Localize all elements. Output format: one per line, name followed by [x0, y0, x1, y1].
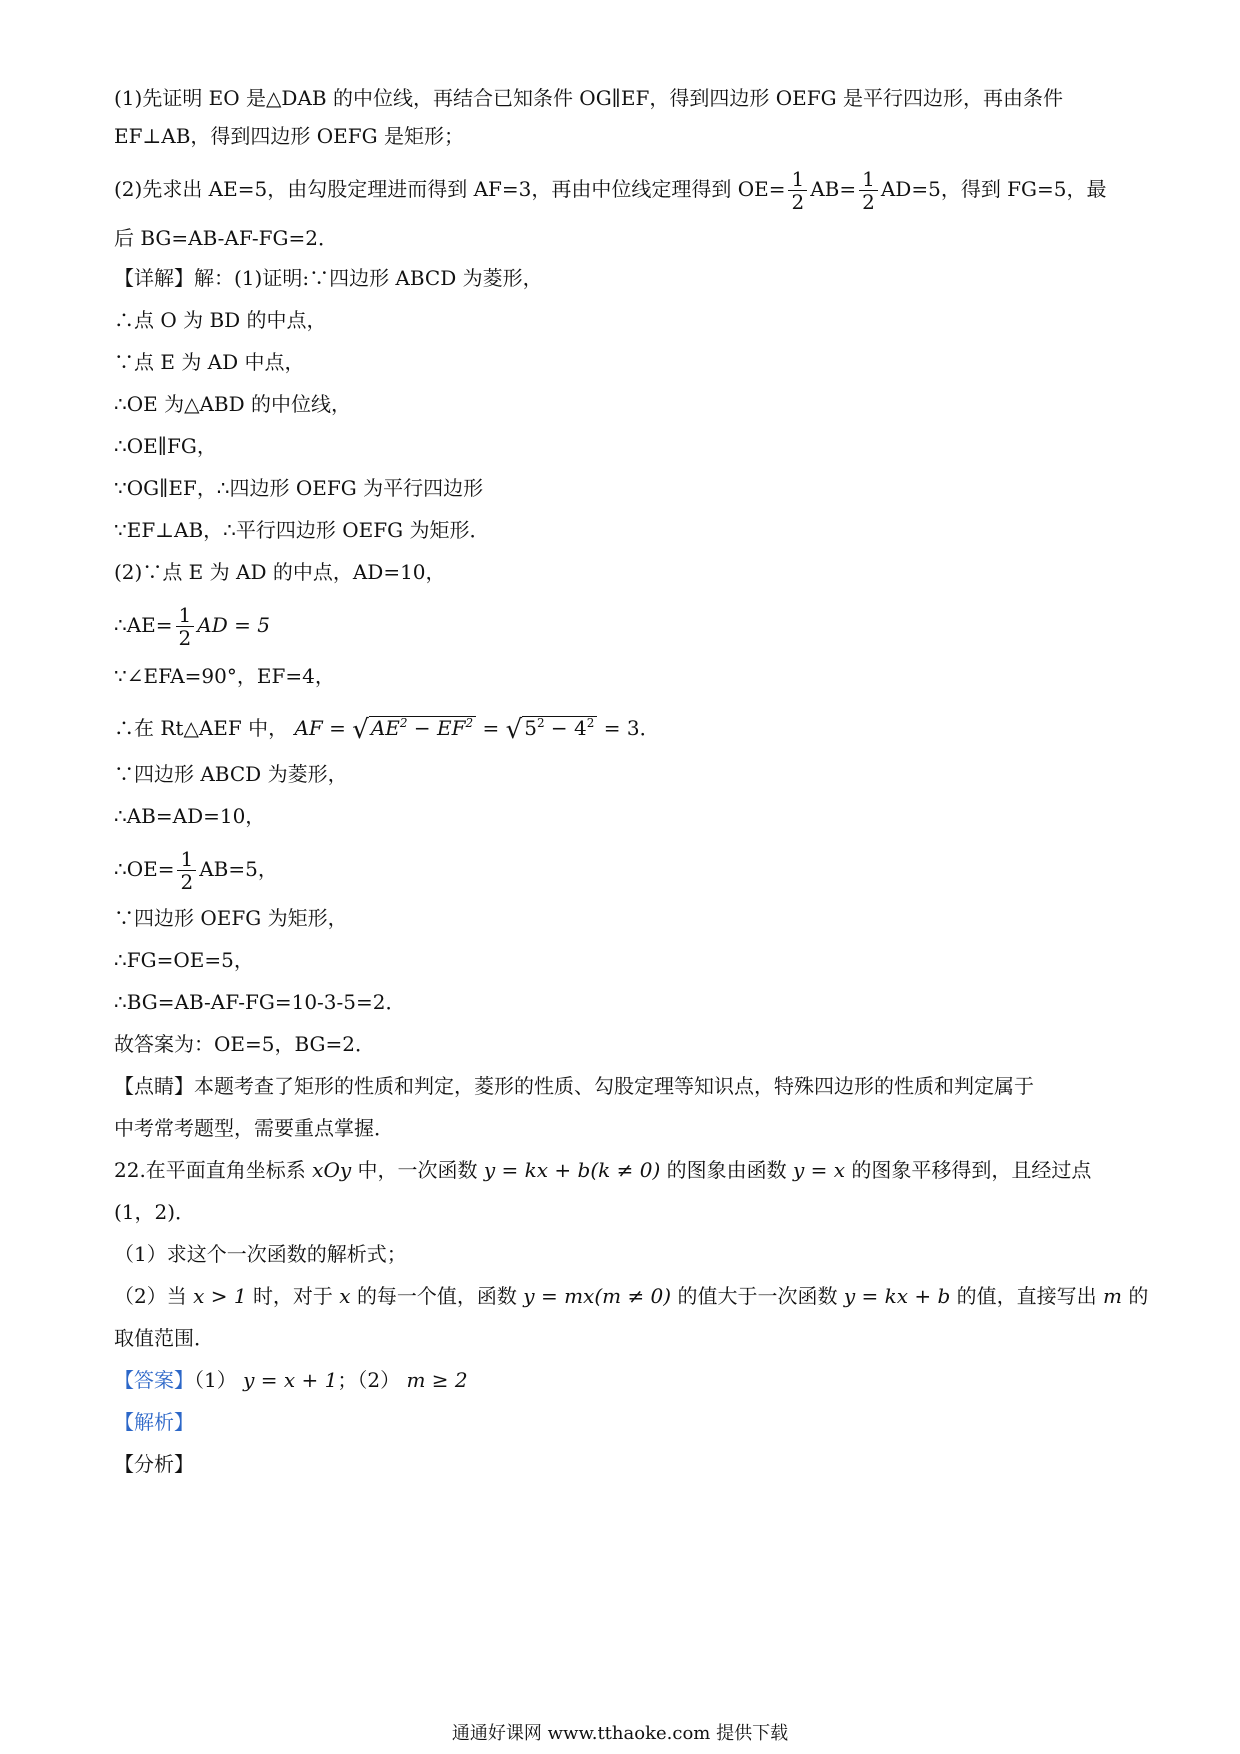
solution-line: 故答案为：OE=5，BG=2． — [114, 1032, 376, 1056]
question-22-sub-2b: 取值范围． — [114, 1326, 214, 1350]
exponent: 2 — [586, 716, 595, 730]
fraction-denominator: 2 — [791, 190, 805, 214]
solution-text: ∴OE= — [114, 857, 175, 881]
solution-text: AB=5， — [199, 857, 278, 881]
analysis-text: (2)先求出 AE=5，由勾股定理进而得到 AF=3，再由中位线定理得到 OE= — [114, 177, 786, 201]
math-expression: y = kx + b — [843, 1284, 951, 1308]
question-text: 中，一次函数 — [357, 1158, 478, 1182]
question-text: 时，对于 — [252, 1284, 333, 1308]
math-expression: y = x — [792, 1158, 846, 1182]
math-expression: x > 1 — [193, 1284, 247, 1308]
solution-line-oe — [114, 844, 278, 894]
footer-watermark: 通通好课网 www.tthaoke.com 提供下载 — [451, 1723, 789, 1744]
solution-line: (2)∵点 E 为 AD 的中点，AD=10， — [114, 560, 446, 584]
question-22-sub-1: （1）求这个一次函数的解析式； — [114, 1242, 407, 1266]
answer-label: 【答案】 — [114, 1368, 194, 1392]
analysis-text: AD=5，得到 FG=5，最 — [880, 177, 1107, 201]
solution-line-ae — [114, 600, 270, 650]
solution-text: ∴在 Rt△AEF 中， — [114, 716, 289, 740]
fraction-denominator: 2 — [180, 870, 194, 894]
comment-line: 中考常考题型，需要重点掌握． — [114, 1116, 394, 1140]
fraction-half — [177, 848, 196, 893]
jiexi-label: 【解析】 — [114, 1410, 194, 1434]
exponent: 2 — [399, 716, 408, 730]
math-expression: m — [1102, 1284, 1122, 1308]
solution-line: ∴FG=OE=5， — [114, 948, 254, 972]
solution-line: ∴OE∥FG， — [114, 434, 217, 458]
solution-line: ∴AB=AD=10， — [114, 804, 266, 828]
question-text: 的 — [1128, 1284, 1149, 1308]
math-expression: = 3． — [603, 716, 660, 740]
solution-line: ∵四边形 ABCD 为菱形， — [114, 762, 348, 786]
answer-text: ；（2） — [337, 1368, 401, 1392]
math-expression: x — [339, 1284, 351, 1308]
analysis-line-1a: (1)先证明 EO 是△DAB 的中位线，再结合已知条件 OG∥EF，得到四边形 OEFG 是平行四边形，再由条件 — [114, 86, 1063, 110]
math-expression: AD = 5 — [197, 613, 270, 637]
fraction-half — [176, 604, 195, 649]
math-equals: = — [482, 716, 500, 740]
solution-line: ∴点 O 为 BD 的中点， — [114, 308, 327, 332]
question-22-line-2: (1，2)． — [114, 1200, 196, 1224]
radicand-part: − 4 — [544, 716, 587, 740]
math-expression: AF = — [294, 716, 346, 740]
exponent: 2 — [536, 716, 545, 730]
solution-line: ∴BG=AB-AF-FG=10-3-5=2． — [114, 990, 406, 1014]
fraction-half — [859, 168, 878, 213]
solution-line: ∵点 E 为 AD 中点， — [114, 350, 305, 374]
solution-text: ∴AE= — [114, 613, 173, 637]
answer-text: （1） — [194, 1368, 237, 1392]
solution-line: 【详解】解：(1)证明:∵四边形 ABCD 为菱形， — [114, 266, 543, 290]
comment-line: 【点睛】本题考查了矩形的性质和判定，菱形的性质、勾股定理等知识点，特殊四边形的性质和判定属于 — [114, 1074, 1034, 1098]
math-expression: m ≥ 2 — [406, 1368, 468, 1392]
question-text: 的值，直接写出 — [956, 1284, 1097, 1308]
sqrt-sign: √ — [505, 715, 523, 745]
fraction-denominator: 2 — [178, 626, 192, 650]
question-text: 的值大于一次函数 — [677, 1284, 838, 1308]
fraction-numerator: 1 — [788, 168, 807, 191]
radicand-part: AE — [370, 716, 400, 740]
math-expression: xOy — [312, 1158, 352, 1182]
solution-line-af — [114, 708, 660, 750]
solution-line: ∵∠EFA=90°，EF=4， — [114, 664, 335, 688]
sqrt-sign: √ — [352, 715, 369, 745]
question-text: 的图象由函数 — [666, 1158, 787, 1182]
question-text: 的图象平移得到，且经过点 — [851, 1158, 1092, 1182]
answer-line — [114, 1366, 468, 1394]
solution-line: ∵EF⊥AB，∴平行四边形 OEFG 为矩形． — [114, 518, 490, 542]
math-expression: y = x + 1 — [243, 1368, 338, 1392]
math-expression: y = mx(m ≠ 0) — [523, 1284, 672, 1308]
fraction-half — [788, 168, 807, 213]
question-22-sub-2 — [114, 1282, 1148, 1310]
solution-line: ∴OE 为△ABD 的中位线， — [114, 392, 351, 416]
question-text: （2）当 — [114, 1284, 187, 1308]
solution-line: ∵OG∥EF，∴四边形 OEFG 为平行四边形 — [114, 476, 484, 500]
fenxi-label: 【分析】 — [114, 1452, 194, 1476]
fraction-denominator: 2 — [862, 190, 875, 214]
radicand-part: − EF — [407, 716, 466, 740]
math-expression: y = kx + b(k ≠ 0) — [483, 1158, 661, 1182]
exponent: 2 — [465, 716, 474, 730]
radicand-part: 5 — [524, 716, 537, 740]
analysis-line-2 — [114, 164, 1107, 214]
solution-line: ∵四边形 OEFG 为矩形， — [114, 906, 348, 930]
analysis-line-2b: 后 BG=AB-AF-FG=2． — [114, 226, 338, 250]
radicand — [522, 716, 597, 739]
radicand — [369, 716, 476, 739]
fraction-numerator: 1 — [176, 604, 195, 627]
analysis-line-1b: EF⊥AB，得到四边形 OEFG 是矩形； — [114, 124, 464, 148]
fraction-numerator: 1 — [859, 168, 878, 191]
question-text: 22.在平面直角坐标系 — [114, 1158, 306, 1182]
question-text: 的每一个值，函数 — [356, 1284, 517, 1308]
analysis-text: AB= — [810, 177, 857, 201]
fraction-numerator: 1 — [177, 848, 196, 871]
question-22-line-1 — [114, 1156, 1091, 1184]
